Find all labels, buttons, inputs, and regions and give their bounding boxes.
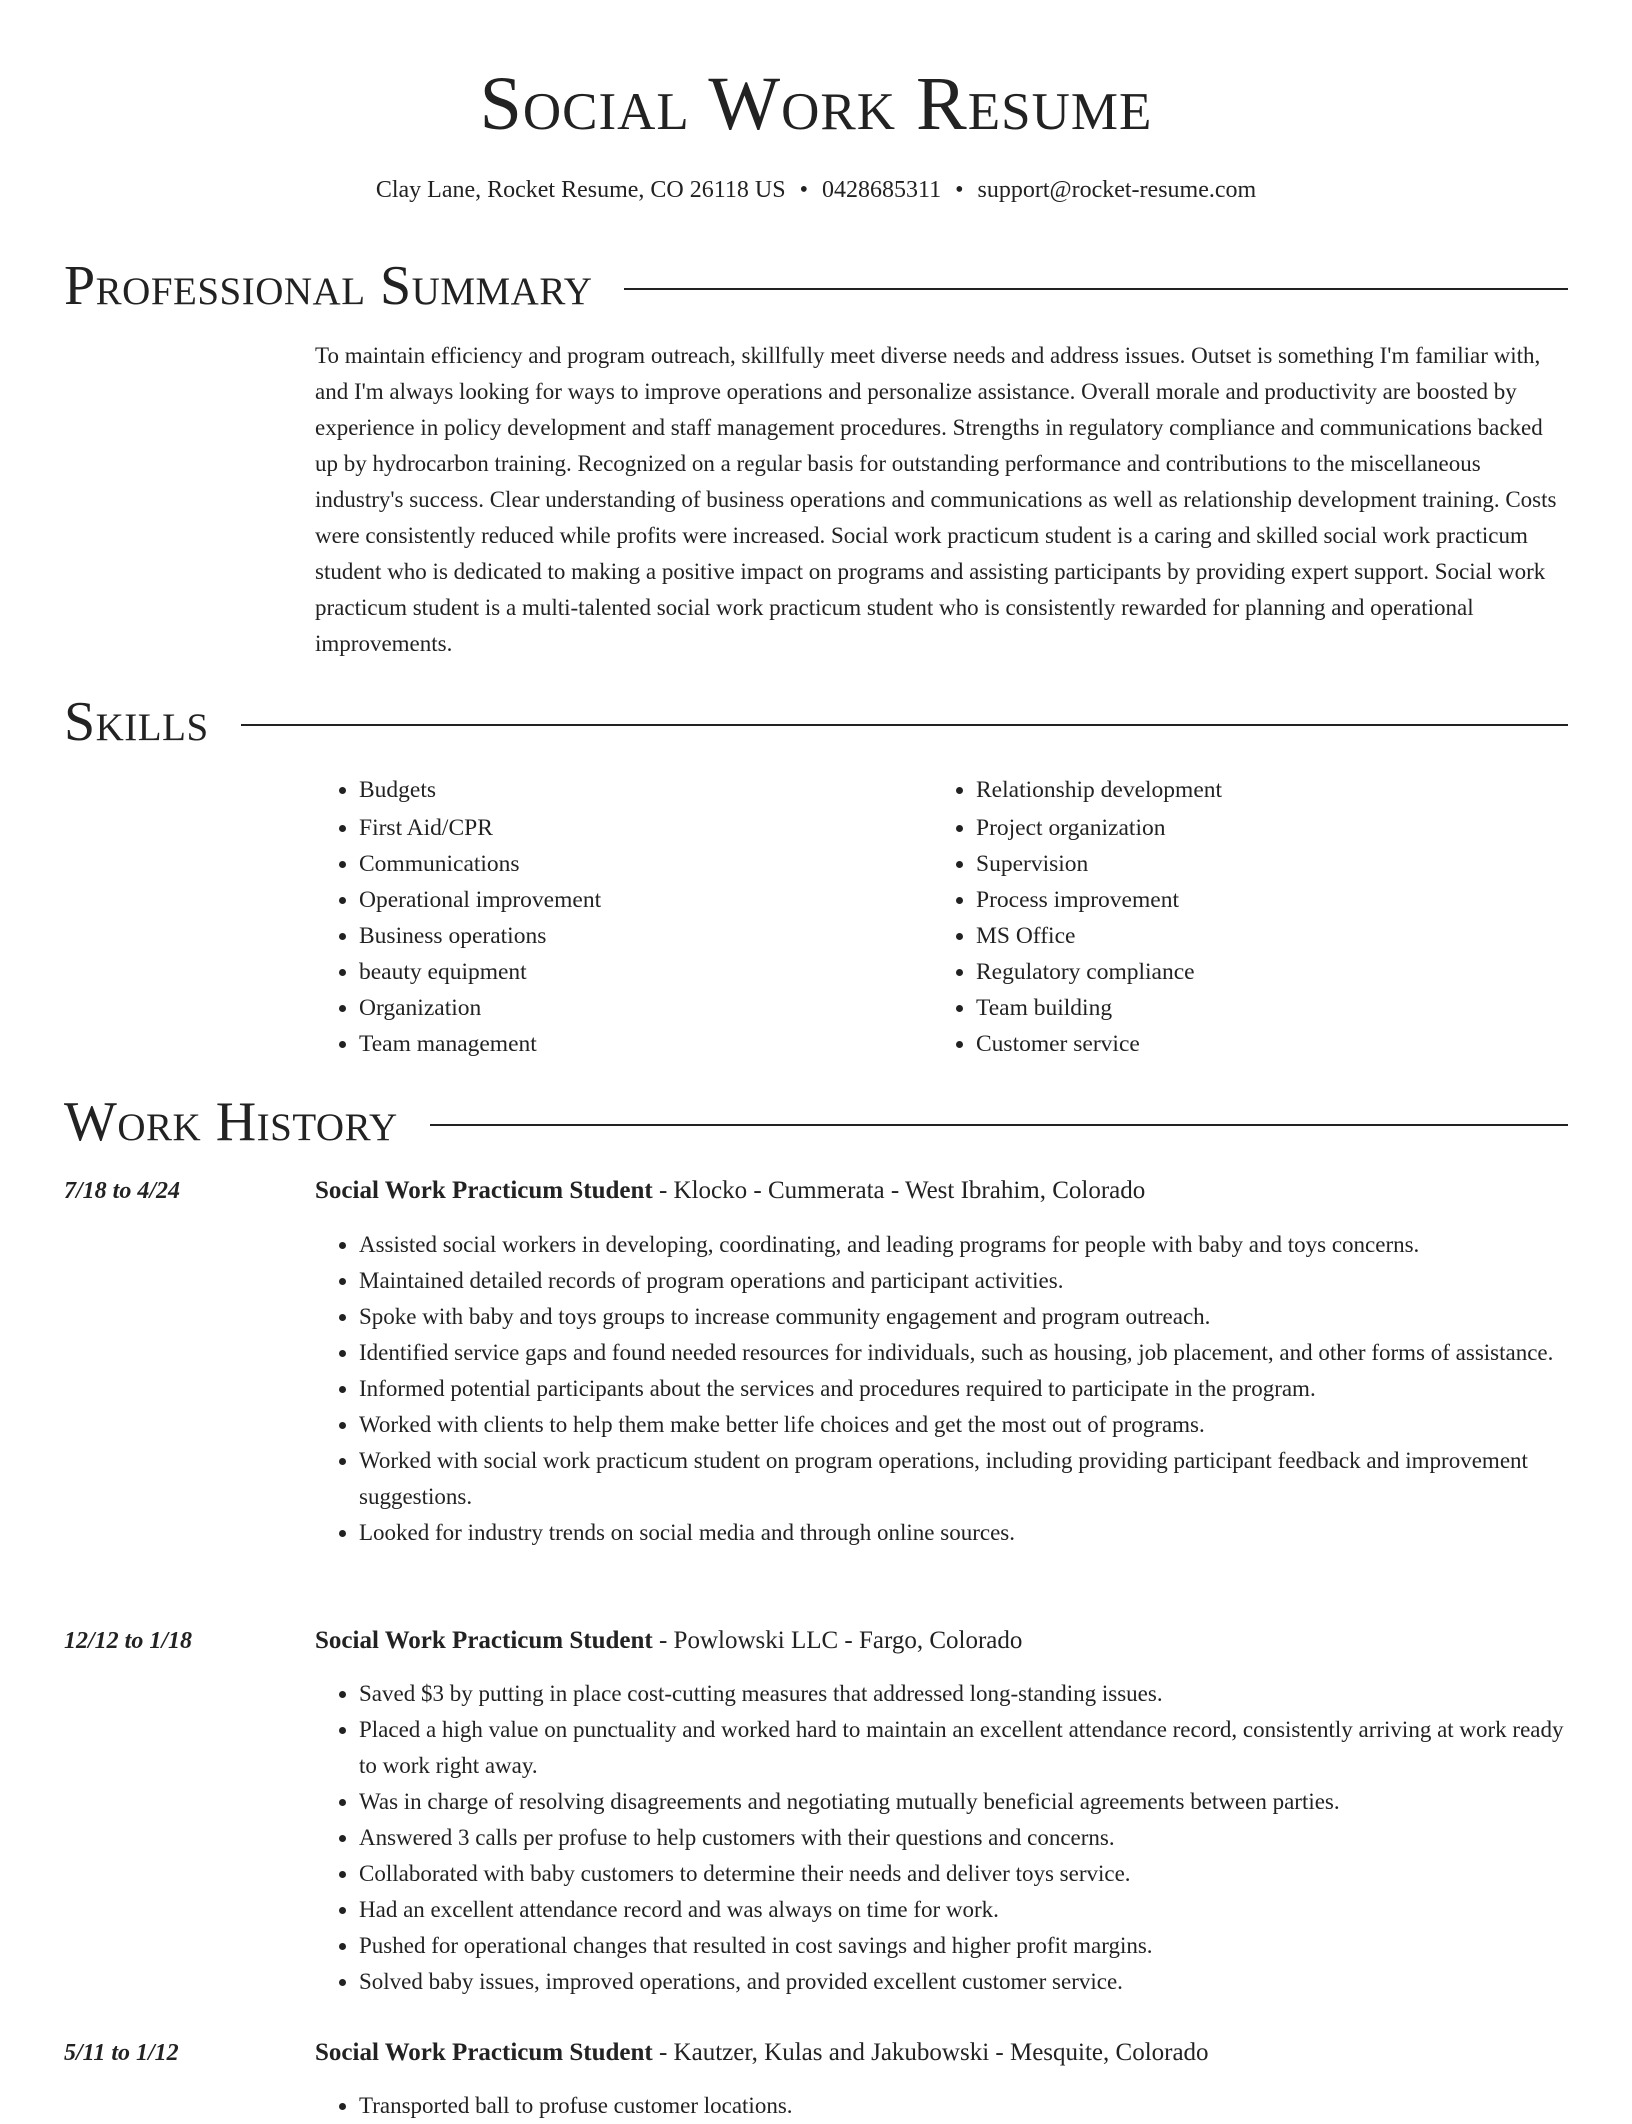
job-bullet-list <box>315 2088 1567 2124</box>
job-bullet: • Had an excellent attendance record and was always on time for work. <box>359 1892 1567 1928</box>
job-dates: 5/11 to 1/12 <box>64 2040 179 2066</box>
section-divider <box>430 1124 1568 1126</box>
job-bullet: • Maintained detailed records of program operations and participant activities. <box>359 1263 1567 1299</box>
skills-section-header <box>64 690 1568 754</box>
job-bullet: • Identified service gaps and found needed resources for individuals, such as housing, job placement, and other forms of assistance. <box>359 1335 1567 1371</box>
job-bullet: • Saved $3 by putting in place cost-cutting measures that addressed long-standing issues. <box>359 1676 1567 1712</box>
job-bullet: • Looked for industry trends on social media and through online sources. <box>359 1515 1567 1551</box>
job-bullet-list <box>315 1227 1567 1551</box>
job-role: Social Work Practicum Student <box>315 2039 653 2066</box>
contact-email: support@rocket-resume.com <box>977 177 1257 203</box>
job-heading <box>315 2035 1567 2071</box>
skill-item: • Operational improvement <box>359 882 919 918</box>
skill-item: • Process improvement <box>976 882 1576 918</box>
contact-address: Clay Lane, Rocket Resume, CO 26118 US <box>375 177 786 203</box>
skills-section-title: Skills <box>64 691 209 753</box>
contact-separator: • <box>955 177 964 203</box>
summary-section-header <box>64 254 1568 318</box>
contact-line <box>0 174 1632 206</box>
job-bullet: • Pushed for operational changes that resulted in cost savings and higher profit margins. <box>359 1928 1567 1964</box>
summary-section-title: Professional Summary <box>64 255 593 317</box>
skill-item: • First Aid/CPR <box>359 810 919 846</box>
job-heading <box>315 1623 1567 1659</box>
skill-item: • Regulatory compliance <box>976 954 1576 990</box>
job-role: Social Work Practicum Student <box>315 1177 653 1204</box>
skill-item: • Organization <box>359 990 919 1026</box>
skill-item: • Team management <box>359 1026 919 1062</box>
skill-item: • Budgets <box>359 772 919 808</box>
skill-item: • Customer service <box>976 1026 1576 1062</box>
job-employer: - Powlowski LLC - Fargo, Colorado <box>652 1627 1023 1654</box>
job-employer: - Kautzer, Kulas and Jakubowski - Mesquite, Colorado <box>652 2039 1209 2066</box>
work-section-header <box>64 1090 1568 1154</box>
section-divider <box>241 724 1568 726</box>
job-bullet: • Was in charge of resolving disagreements and negotiating mutually beneficial agreements between parties. <box>359 1784 1567 1820</box>
job-heading <box>315 1173 1567 1209</box>
skill-item: • beauty equipment <box>359 954 919 990</box>
skill-item: • MS Office <box>976 918 1576 954</box>
job-bullet: • Placed a high value on punctuality and worked hard to maintain an excellent attendance record, consistently arriving at work ready to work right away. <box>359 1712 1567 1784</box>
contact-separator: • <box>799 177 808 203</box>
job-bullet: • Worked with clients to help them make better life choices and get the most out of programs. <box>359 1407 1567 1443</box>
section-divider <box>624 288 1568 290</box>
job-bullet: • Informed potential participants about the services and procedures required to participate in the program. <box>359 1371 1567 1407</box>
job-dates: 12/12 to 1/18 <box>64 1628 193 1654</box>
job-bullet: • Collaborated with baby customers to determine their needs and deliver toys service. <box>359 1856 1567 1892</box>
job-bullet: • Assisted social workers in developing, coordinating, and leading programs for people with baby and toys concerns. <box>359 1227 1567 1263</box>
job-bullet: • Spoke with baby and toys groups to increase community engagement and program outreach. <box>359 1299 1567 1335</box>
skill-item: • Supervision <box>976 846 1576 882</box>
job-dates: 7/18 to 4/24 <box>64 1178 181 1204</box>
skill-item: • Team building <box>976 990 1576 1026</box>
job-bullet: • Answered 3 calls per profuse to help customers with their questions and concerns. <box>359 1820 1567 1856</box>
job-bullet-list <box>315 1676 1567 2000</box>
job-role: Social Work Practicum Student <box>315 1627 653 1654</box>
job-bullet: • Transported ball to profuse customer locations. <box>359 2088 1567 2124</box>
skill-item: • Communications <box>359 846 919 882</box>
contact-phone: 0428685311 <box>821 177 942 203</box>
skills-list-left <box>315 772 919 1062</box>
summary-text: To maintain efficiency and program outreach, skillfully meet diverse needs and address issues. Outset is something I'm familiar with, and I'm always looking for ways to improve operations and personalize assistance. Overall morale and productivity are boosted by experience in policy development and staff management procedures. Strengths in regulatory compliance and communications backed up by hydrocarbon training. Recognized on a regular basis for outstanding performance and contributions to the miscellaneous industry's success. Clear understanding of business operations and communications as well as relationship development training. Costs were consistently reduced while profits were increased. Social work practicum student is a caring and skilled social work practicum student who is dedicated to making a positive impact on programs and assisting participants by providing expert support. Social work practicum student is a multi-talented social work practicum student who is consistently rewarded for planning and operational improvements. <box>315 343 1557 656</box>
skill-item: • Project organization <box>976 810 1576 846</box>
skill-item: • Relationship development <box>976 772 1576 808</box>
work-section-title: Work History <box>64 1091 398 1153</box>
skill-item: • Business operations <box>359 918 919 954</box>
job-employer: - Klocko - Cummerata - West Ibrahim, Colorado <box>652 1177 1146 1204</box>
skills-list-right <box>932 772 1576 1062</box>
resume-name: Social Work Resume <box>479 62 1153 146</box>
job-bullet: • Solved baby issues, improved operations, and provided excellent customer service. <box>359 1964 1567 2000</box>
job-bullet: • Worked with social work practicum student on program operations, including providing participant feedback and improvement suggestions. <box>359 1443 1567 1515</box>
